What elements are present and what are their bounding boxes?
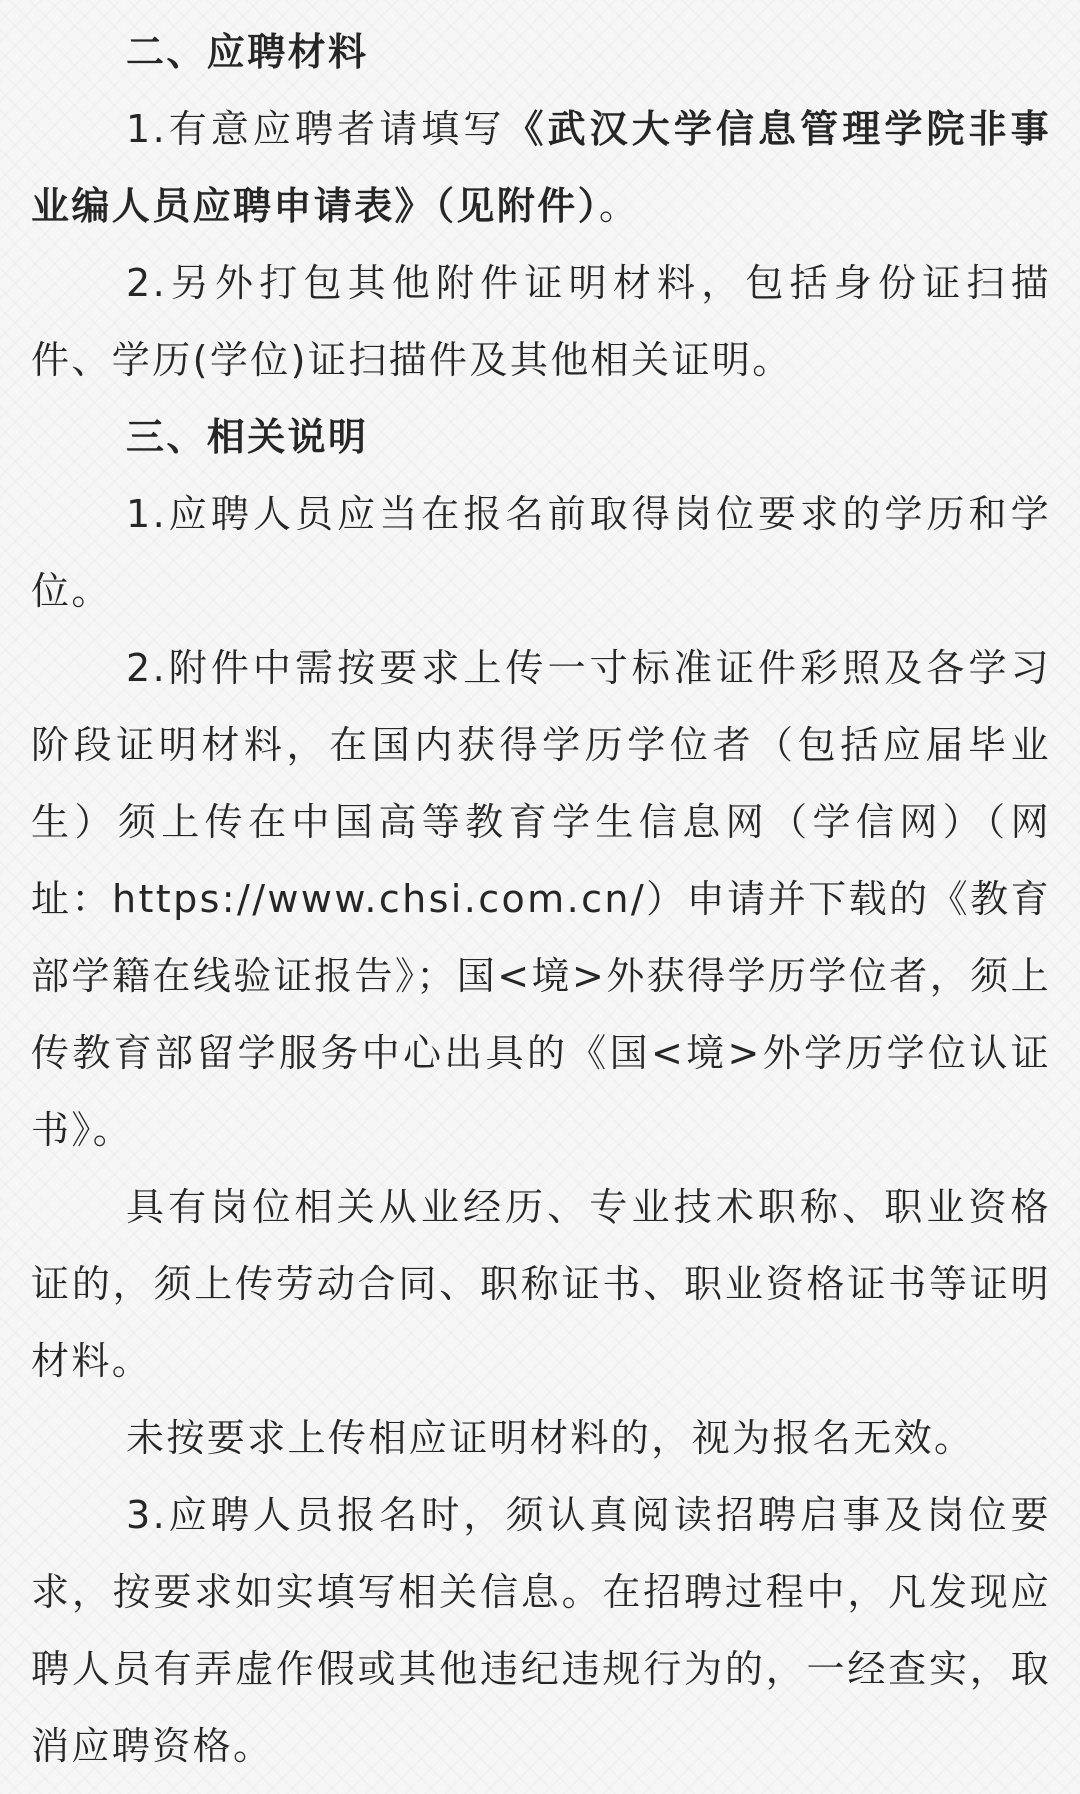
section-heading-notes: 三、相关说明 — [126, 415, 369, 459]
notes-item-2-extra: 具有岗位相关从业经历、专业技术职称、职业资格证的，须上传劳动合同、职称证书、职业资格证书等证明材料。 — [31, 1185, 1051, 1383]
article-body — [31, 14, 1051, 1785]
materials-item-1-suffix: 。 — [599, 184, 640, 228]
notes-item-2: 2.附件中需按要求上传一寸标准证件彩照及各学习阶段证明材料，在国内获得学历学位者（包括应届毕业生）须上传在中国高等教育学生信息网（学信网）（网址：https://www.chsi.com.cn/）申请并下载的《教育部学籍在线验证报告》；国<境>外获得学历学位者，须上传教育部留学服务中心出具的《国<境>外学历学位认证书》。 — [31, 646, 1051, 1152]
notes-item-3: 3.应聘人员报名时，须认真阅读招聘启事及岗位要求，按要求如实填写相关信息。在招聘过程中，凡发现应聘人员有弄虚作假或其他违纪违规行为的，一经查实，取消应聘资格。 — [31, 1493, 1051, 1768]
section-heading-materials: 二、应聘材料 — [126, 30, 369, 74]
materials-item-2: 2.另外打包其他附件证明材料，包括身份证扫描件、学历(学位)证扫描件及其他相关证明。 — [31, 261, 1051, 382]
notes-item-2-warning: 未按要求上传相应证明材料的，视为报名无效。 — [126, 1416, 975, 1460]
application-form-title: 《武汉大学信息管理学院非事业编人员应聘申请表》 — [31, 107, 1051, 228]
notes-item-1: 1.应聘人员应当在报名前取得岗位要求的学历和学位。 — [31, 492, 1051, 613]
materials-item-1-prefix: 1.有意应聘者请填写 — [126, 107, 506, 151]
attachment-note: （见附件） — [435, 184, 600, 228]
materials-item-1 — [31, 91, 1051, 245]
